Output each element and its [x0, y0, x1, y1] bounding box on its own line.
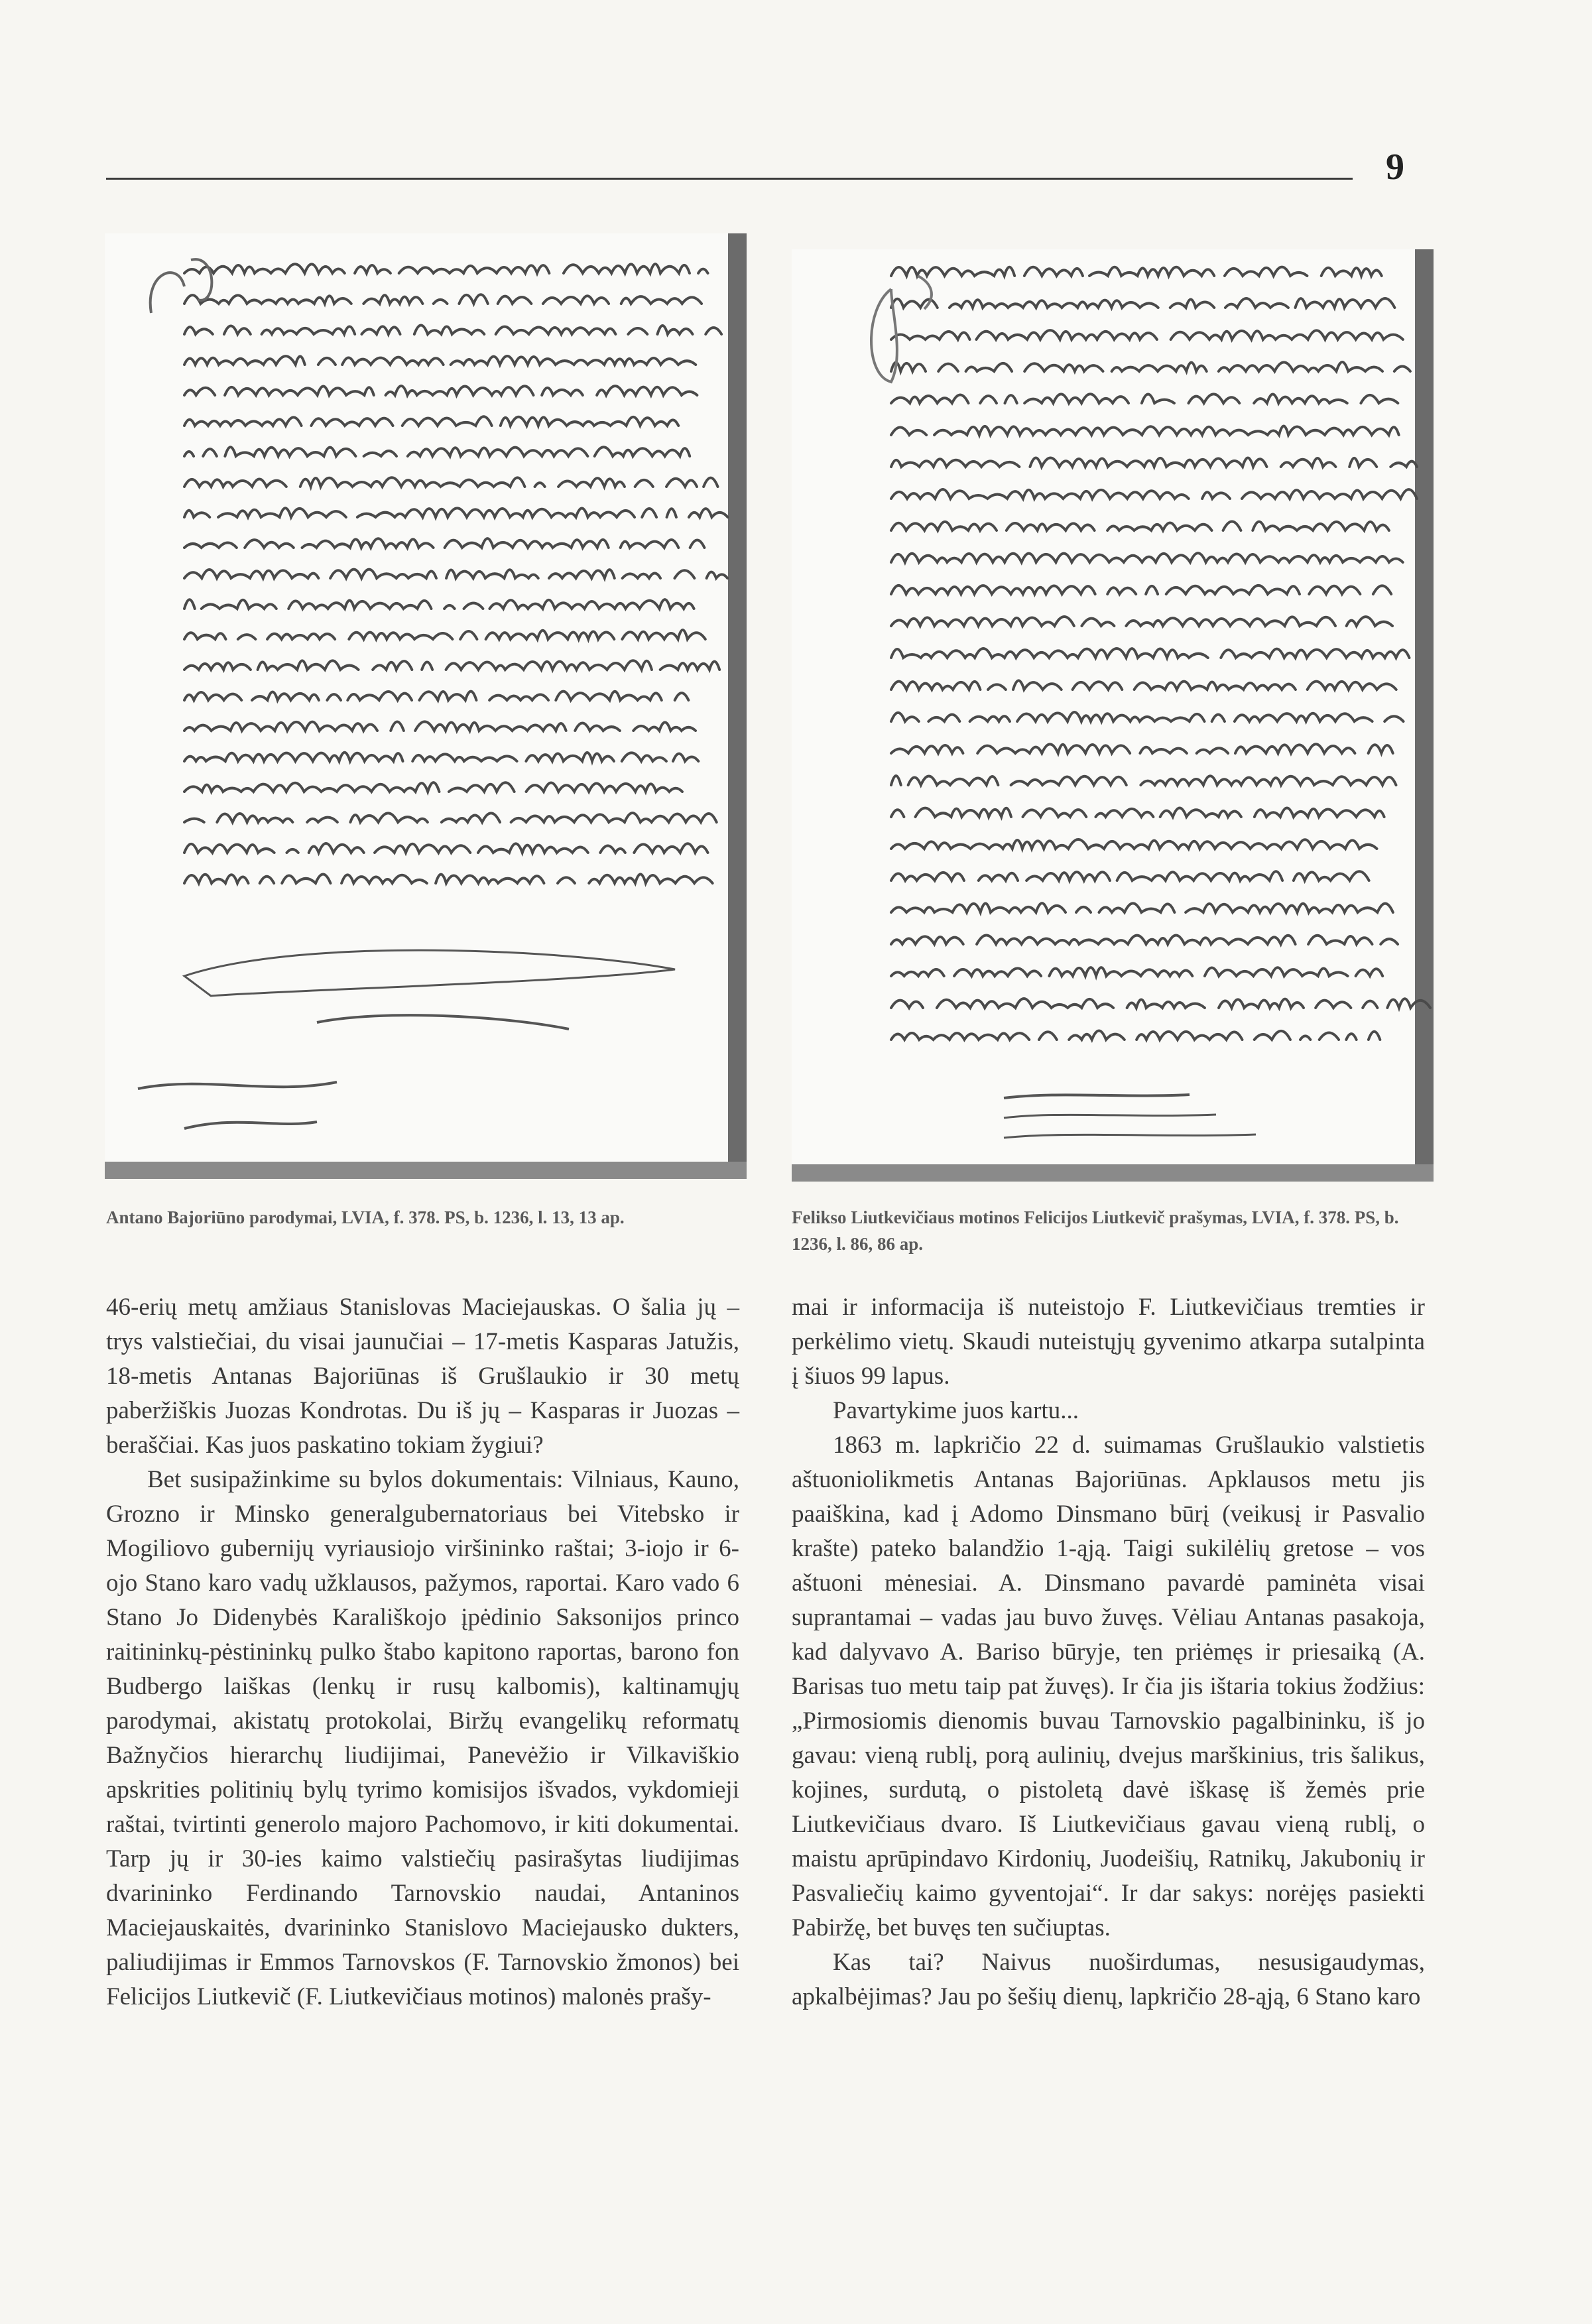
figure-caption-left: Antano Bajoriūno parodymai, LVIA, f. 378. PS, b. 1236, l. 13, 13 ap. [106, 1207, 625, 1227]
paragraph: 1863 m. lapkričio 22 d. suimamas Grušlaukio valstietis aštuoniolikmetis Antanas Bajoriūnas. Apklausos metu jis paaiškina, kad į Adomo Dinsmano būrį (veikusį ir Pasvalio krašte) pateko balandžio 1-ąją. Taigi sukilėlių gretose – vos aštuoni mėnesiai. A. Dinsmano pavardė paminėta visai suprantamai – vadas jau buvo žuvęs. Vėliau Antanas pasakoja, kad dalyvavo A. Bariso būryje, ten priėmęs ir priesaiką (A. Barisas tuo metu taip pat žuvęs). Ir čia jis ištaria tokius žodžius: „Pirmosiomis dienomis buvau Tarnovskio pagalbininku, iš jo gavau: vieną rublį, porą aulinių, dvejus marškinius, tris šalikus, kojines, surdutą, o pistoletą davė iškasę iš žemės prie Liutkevičiaus dvaro. Iš Liutkevičiaus gavau vieną rublį, o maistu aprūpindavo Kirdonių, Juodeišių, Ratnikų, Jakubonių ir Pasvaliečių kaimo gyventojai“. Ir dar sakys: norėjęs pasiekti Pabiržę, bet buvęs ten sučiuptas. [792, 1432, 1425, 1941]
paragraph: 46-erių metų amžiaus Stanislovas Maciejauskas. O šalia jų – trys valstiečiai, du visai jaunučiai – 17-metis Kasparas Jatužis, 18-metis Antanas Bajoriūnas iš Grušlaukio ir 30 metų paberžiškis Juozas Kondrotas. Du iš jų – Kasparas ir Juozas – beraščiai. Kas juos paskatino tokiam žygiui? [106, 1294, 739, 1459]
header-rule [106, 178, 1353, 180]
paragraph: Kas tai? Naivus nuoširdumas, nesusigaudymas, apkalbėjimas? Jau po šešių dienų, lapkričio 28-ąją, 6 Stano karo [792, 1949, 1425, 2010]
figure-caption-right: Felikso Liutkevičiaus motinos Felicijos Liutkevič prašymas, LVIA, f. 378. PS, b. 1236, l. 86, 86 ap. [792, 1207, 1399, 1254]
handwriting-illustration-right [792, 249, 1434, 1182]
manuscript-photo-left [105, 233, 747, 1179]
paragraph: Pavartykime juos kartu... [833, 1397, 1079, 1424]
paragraph: mai ir informacija iš nuteistojo F. Liutkevičiaus tremties ir perkėlimo vietų. Skaudi nuteistųjų gyvenimo atkarpa sutalpinta į šiuos 99 lapus. [792, 1294, 1425, 1390]
manuscript-photo-right [792, 249, 1434, 1182]
text-column-left [106, 1290, 739, 2014]
handwriting-illustration-left [105, 233, 747, 1179]
page-number: 9 [1386, 147, 1404, 188]
paragraph: Bet susipažinkime su bylos dokumentais: Vilniaus, Kauno, Grozno ir Minsko generalgubernatoriaus bei Vitebsko ir Mogiliovo gubernijų vyriausiojo viršininko raštai; 3-iojo ir 6-ojo Stano karo vadų užklausos, pažymos, raportai. Karo vado 6 Stano Jo Didenybės Karališkojo įpėdinio Saksonijos princo raitininkų-pėstininkų pulko štabo kapitono raportas, barono fon Budbergo laiškas (lenkų ir rusų kalbomis), kaltinamųjų parodymai, akistatų protokolai, Biržų evangelikų reformatų Bažnyčios hierarchų liudijimai, Panevėžio ir Vilkaviškio apskrities politinių bylų tyrimo komisijos išvados, vykdomieji raštai, tvirtinti generolo majoro Pachomovo, ir kiti dokumentai. Tarp jų ir 30-ies kaimo valstiečių pasirašytas liudijimas dvarininko Ferdinando Tarnovskio naudai, Antaninos Maciejauskaitės, dvarininko Stanislovo Maciejausko dukters, paliudijimas ir Emmos Tarnovskos (F. Tarnovskio žmonos) bei Felicijos Liutkevič (F. Liutkevičiaus motinos) malonės prašy- [106, 1466, 739, 2010]
text-column-right [792, 1290, 1425, 2014]
